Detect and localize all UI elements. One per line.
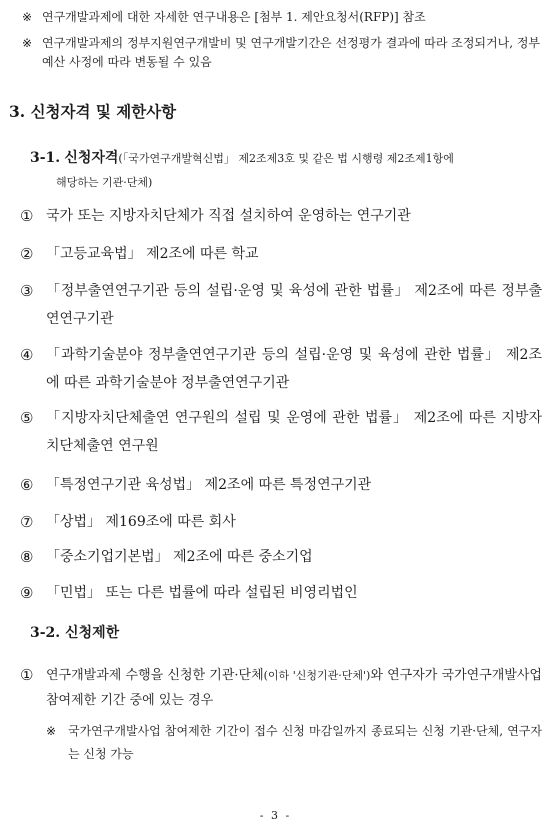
item-text: 「중소기업기본법」 제2조에 따른 중소기업	[46, 549, 313, 565]
item-text: 「지방자치단체출연 연구원의 설립 및 운영에 관한 법률」 제2조에 따른 지방자치단체출연 연구원	[46, 410, 542, 454]
eligibility-item	[20, 277, 542, 333]
item-number: ②	[20, 245, 34, 263]
eligibility-item	[20, 341, 542, 397]
item-text	[46, 663, 542, 713]
restriction-note	[46, 720, 542, 766]
item-number: ⑤	[20, 409, 34, 427]
note-rfp-reference	[22, 8, 540, 27]
note-text: 국가연구개발사업 참여제한 기간이 접수 신청 마감일까지 종료되는 신청 기관·단체, 연구자는 신청 가능	[68, 724, 542, 761]
item-text: 「과학기술분야 정부출연연구기관 등의 설립·운영 및 육성에 관한 법률」 제2조에 따른 과학기술분야 정부출연연구기관	[46, 347, 542, 391]
eligibility-item	[20, 543, 542, 571]
eligibility-item	[20, 471, 542, 499]
page-number: - 3 -	[259, 809, 292, 822]
item-number: ⑦	[20, 513, 34, 531]
note-budget-adjustment	[22, 34, 540, 72]
item-number: ①	[20, 207, 34, 225]
note-text: 연구개발과제에 대한 자세한 연구내용은 [첨부 1. 제안요청서(RFP)] 참조	[42, 10, 426, 24]
subsection-title: 신청자격	[64, 150, 119, 166]
note-mark: ※	[22, 36, 33, 50]
eligibility-item	[20, 508, 542, 536]
section-3-heading: 3. 신청자격 및 제한사항	[9, 102, 177, 121]
item-number: ①	[20, 666, 34, 684]
item-number: ⑨	[20, 584, 34, 602]
item-text-abbreviation: (이하 '신청기관·단체')	[263, 669, 371, 682]
note-mark: ※	[46, 724, 57, 738]
item-text: 「고등교육법」 제2조에 따른 학교	[46, 246, 259, 262]
item-text-part: 연구개발과제 수행을 신청한 기관·단체	[46, 668, 264, 683]
item-text: 「특정연구기관 육성법」 제2조에 따른 특정연구기관	[46, 477, 372, 493]
item-text-part: 와 연구자가 국가연구개발사업 참여제한 기간 중에 있는 경우	[46, 668, 542, 708]
eligibility-item	[20, 240, 542, 268]
note-mark: ※	[22, 10, 33, 24]
item-text: 국가 또는 지방자치단체가 직접 설치하여 운영하는 연구기관	[46, 208, 411, 224]
subsection-description: (「국가연구개발혁신법」 제2조제3호 및 같은 법 시행령 제2조제1항에	[118, 152, 454, 165]
eligibility-item	[20, 579, 542, 607]
restriction-item	[20, 663, 542, 713]
item-number: ③	[20, 282, 34, 300]
eligibility-item	[20, 404, 542, 460]
subsection-description-continued: 해당하는 기관·단체)	[56, 176, 153, 189]
item-number: ⑧	[20, 548, 34, 566]
item-number: ⑥	[20, 476, 34, 494]
subsection-number: 3-1.	[30, 150, 61, 166]
note-text: 연구개발과제의 정부지원연구개발비 및 연구개발기간은 선정평가 결과에 따라 조정되거나, 정부예산 사정에 따라 변동될 수 있음	[42, 36, 541, 69]
item-text: 「정부출연연구기관 등의 설립·운영 및 육성에 관한 법률」 제2조에 따른 정부출연연구기관	[46, 283, 542, 327]
subsection-3-1-heading	[30, 146, 542, 195]
item-text: 「민법」 또는 다른 법률에 따라 설립된 비영리법인	[46, 585, 358, 601]
item-number: ④	[20, 346, 34, 364]
eligibility-item	[20, 202, 542, 230]
item-text: 「상법」 제169조에 따른 회사	[46, 514, 236, 530]
subsection-3-2-heading: 3-2. 신청제한	[30, 625, 120, 641]
